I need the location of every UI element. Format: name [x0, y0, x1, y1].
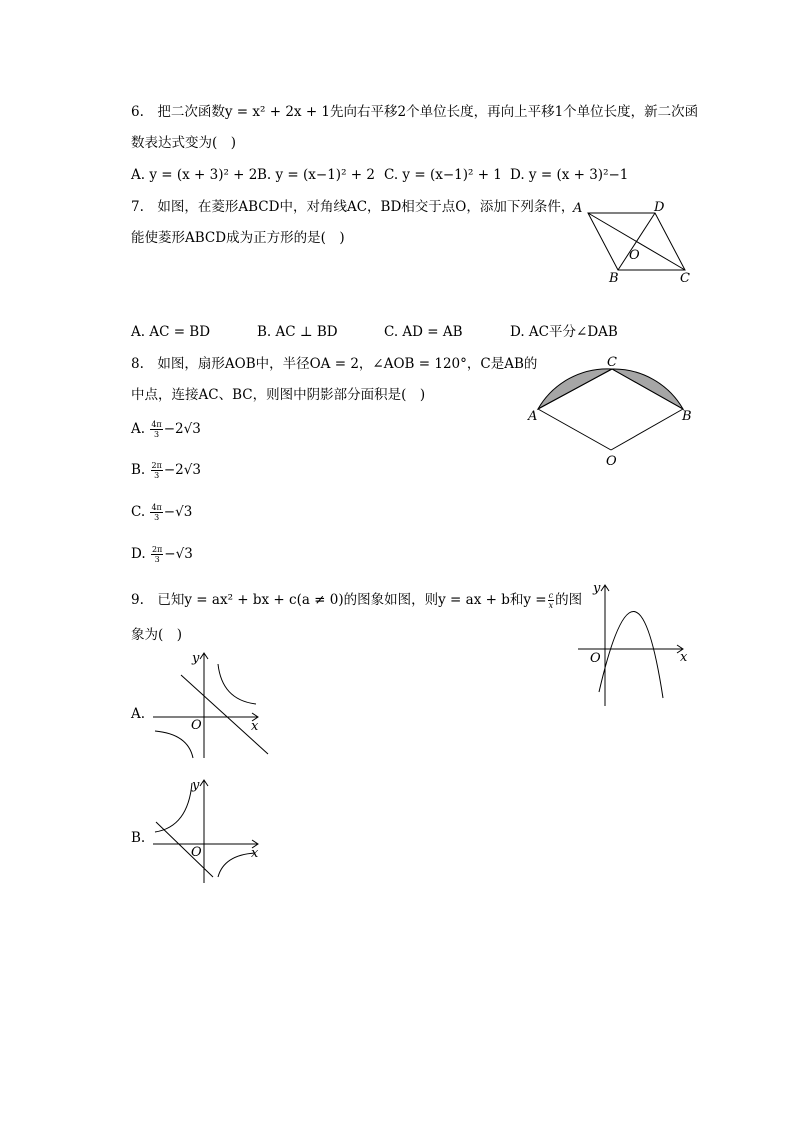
q6-option-a[interactable]: A. y = (x + 3)² + 2 [131, 167, 258, 183]
radius-ob [611, 409, 683, 450]
label-y: y [192, 778, 200, 793]
label-y: y [593, 581, 601, 596]
q8-option-c-rest: −√3 [163, 504, 193, 520]
q8-option-d-den: 3 [154, 555, 160, 564]
label-o: O [191, 718, 202, 733]
label-o: O [606, 454, 617, 469]
q8-option-d-rest: −√3 [164, 546, 193, 562]
q8-option-d-letter: D. [131, 546, 146, 562]
label-o: O [590, 651, 601, 666]
label-a: A [528, 409, 538, 424]
q8-option-c-fraction [150, 503, 162, 522]
q9-text-line1 [131, 591, 582, 610]
q8-option-a-rest: −2√3 [163, 421, 201, 437]
chord-cb [612, 369, 683, 409]
q8-option-c[interactable] [131, 503, 192, 522]
q8-text-line2: 中点，连接AC、BC，则图中阴影部分面积是( ) [131, 387, 426, 403]
parabola-curve [599, 611, 663, 698]
q8-option-b[interactable] [131, 461, 201, 480]
label-b: B [682, 409, 692, 424]
q8-text-line1: 8. 如图，扇形AOB中，半径OA = 2，∠AOB = 120°，C是AB的 [131, 356, 538, 372]
label-c: C [680, 271, 690, 286]
q6-option-c[interactable]: C. y = (x−1)² + 1 [384, 167, 502, 183]
q8-option-b-fraction [151, 461, 163, 480]
q9-text-line1a: 9. 已知y = ax² + bx + c(a ≠ 0)的图象如图，则y = ax + b和y = [131, 592, 547, 608]
q9-option-b-letter[interactable]: B. [131, 830, 146, 846]
q9-parabola-figure [575, 578, 695, 708]
q8-option-a-letter: A. [131, 421, 146, 437]
q8-option-d-fraction [151, 545, 163, 564]
hyperbola-branch-2 [218, 853, 255, 877]
q8-option-a-num: 4π [151, 420, 162, 429]
hyperbola-branch-1 [155, 783, 192, 832]
label-x: x [680, 650, 688, 665]
q8-option-c-letter: C. [131, 504, 146, 520]
q9-text-line2: 象为( ) [131, 627, 183, 643]
q6-option-d[interactable]: D. y = (x + 3)²−1 [510, 167, 629, 183]
radius-oa [538, 409, 611, 450]
q9-frac-den: x [548, 601, 554, 610]
q8-sector-figure [525, 352, 700, 470]
hyperbola-branch-1 [218, 664, 256, 704]
q8-option-c-den: 3 [154, 513, 160, 522]
q6-text-line1: 6. 把二次函数y = x² + 2x + 1先向右平移2个单位长度，再向上平移1个单位长度，新二次函 [131, 104, 699, 120]
q9-option-a-graph[interactable] [150, 648, 275, 760]
q9-option-b-graph[interactable] [150, 775, 270, 885]
q9-frac-num: c [548, 591, 554, 600]
q7-option-c[interactable]: C. AD = AB [384, 324, 463, 340]
q7-option-a[interactable]: A. AC = BD [131, 324, 211, 340]
label-d: D [654, 200, 665, 215]
chord-ac [538, 369, 612, 409]
label-x: x [251, 719, 259, 734]
q8-option-a[interactable] [131, 420, 201, 439]
q8-option-b-rest: −2√3 [163, 462, 201, 478]
label-o: O [629, 248, 640, 263]
q7-option-d[interactable]: D. AC平分∠DAB [510, 324, 618, 340]
q8-option-b-num: 2π [151, 461, 162, 470]
label-c: C [607, 355, 617, 370]
q8-option-c-num: 4π [151, 503, 162, 512]
q8-option-a-fraction [150, 420, 162, 439]
q8-option-b-letter: B. [131, 462, 146, 478]
q6-option-b[interactable]: B. y = (x−1)² + 2 [257, 167, 375, 183]
q8-option-d[interactable] [131, 545, 193, 564]
q9-option-a-letter[interactable]: A. [131, 706, 146, 722]
q7-text-line1: 7. 如图，在菱形ABCD中，对角线AC，BD相交于点O，添加下列条件， [131, 199, 575, 215]
q7-option-b[interactable]: B. AC ⊥ BD [257, 324, 338, 340]
hyperbola-branch-2 [155, 731, 193, 758]
q8-option-b-den: 3 [154, 471, 160, 480]
label-a: A [573, 201, 583, 216]
label-o: O [191, 845, 202, 860]
q7-text-line2: 能使菱形ABCD成为正方形的是( ) [131, 230, 345, 246]
q9-fraction [548, 591, 554, 610]
label-y: y [192, 651, 200, 666]
q7-rhombus-figure [570, 200, 700, 290]
q9-text-line1b: 的图 [555, 592, 583, 608]
label-x: x [251, 846, 259, 861]
q8-option-a-den: 3 [153, 430, 160, 439]
q8-option-d-num: 2π [151, 545, 163, 554]
label-b: B [609, 271, 619, 286]
q6-text-line2: 数表达式变为( ) [131, 135, 237, 151]
